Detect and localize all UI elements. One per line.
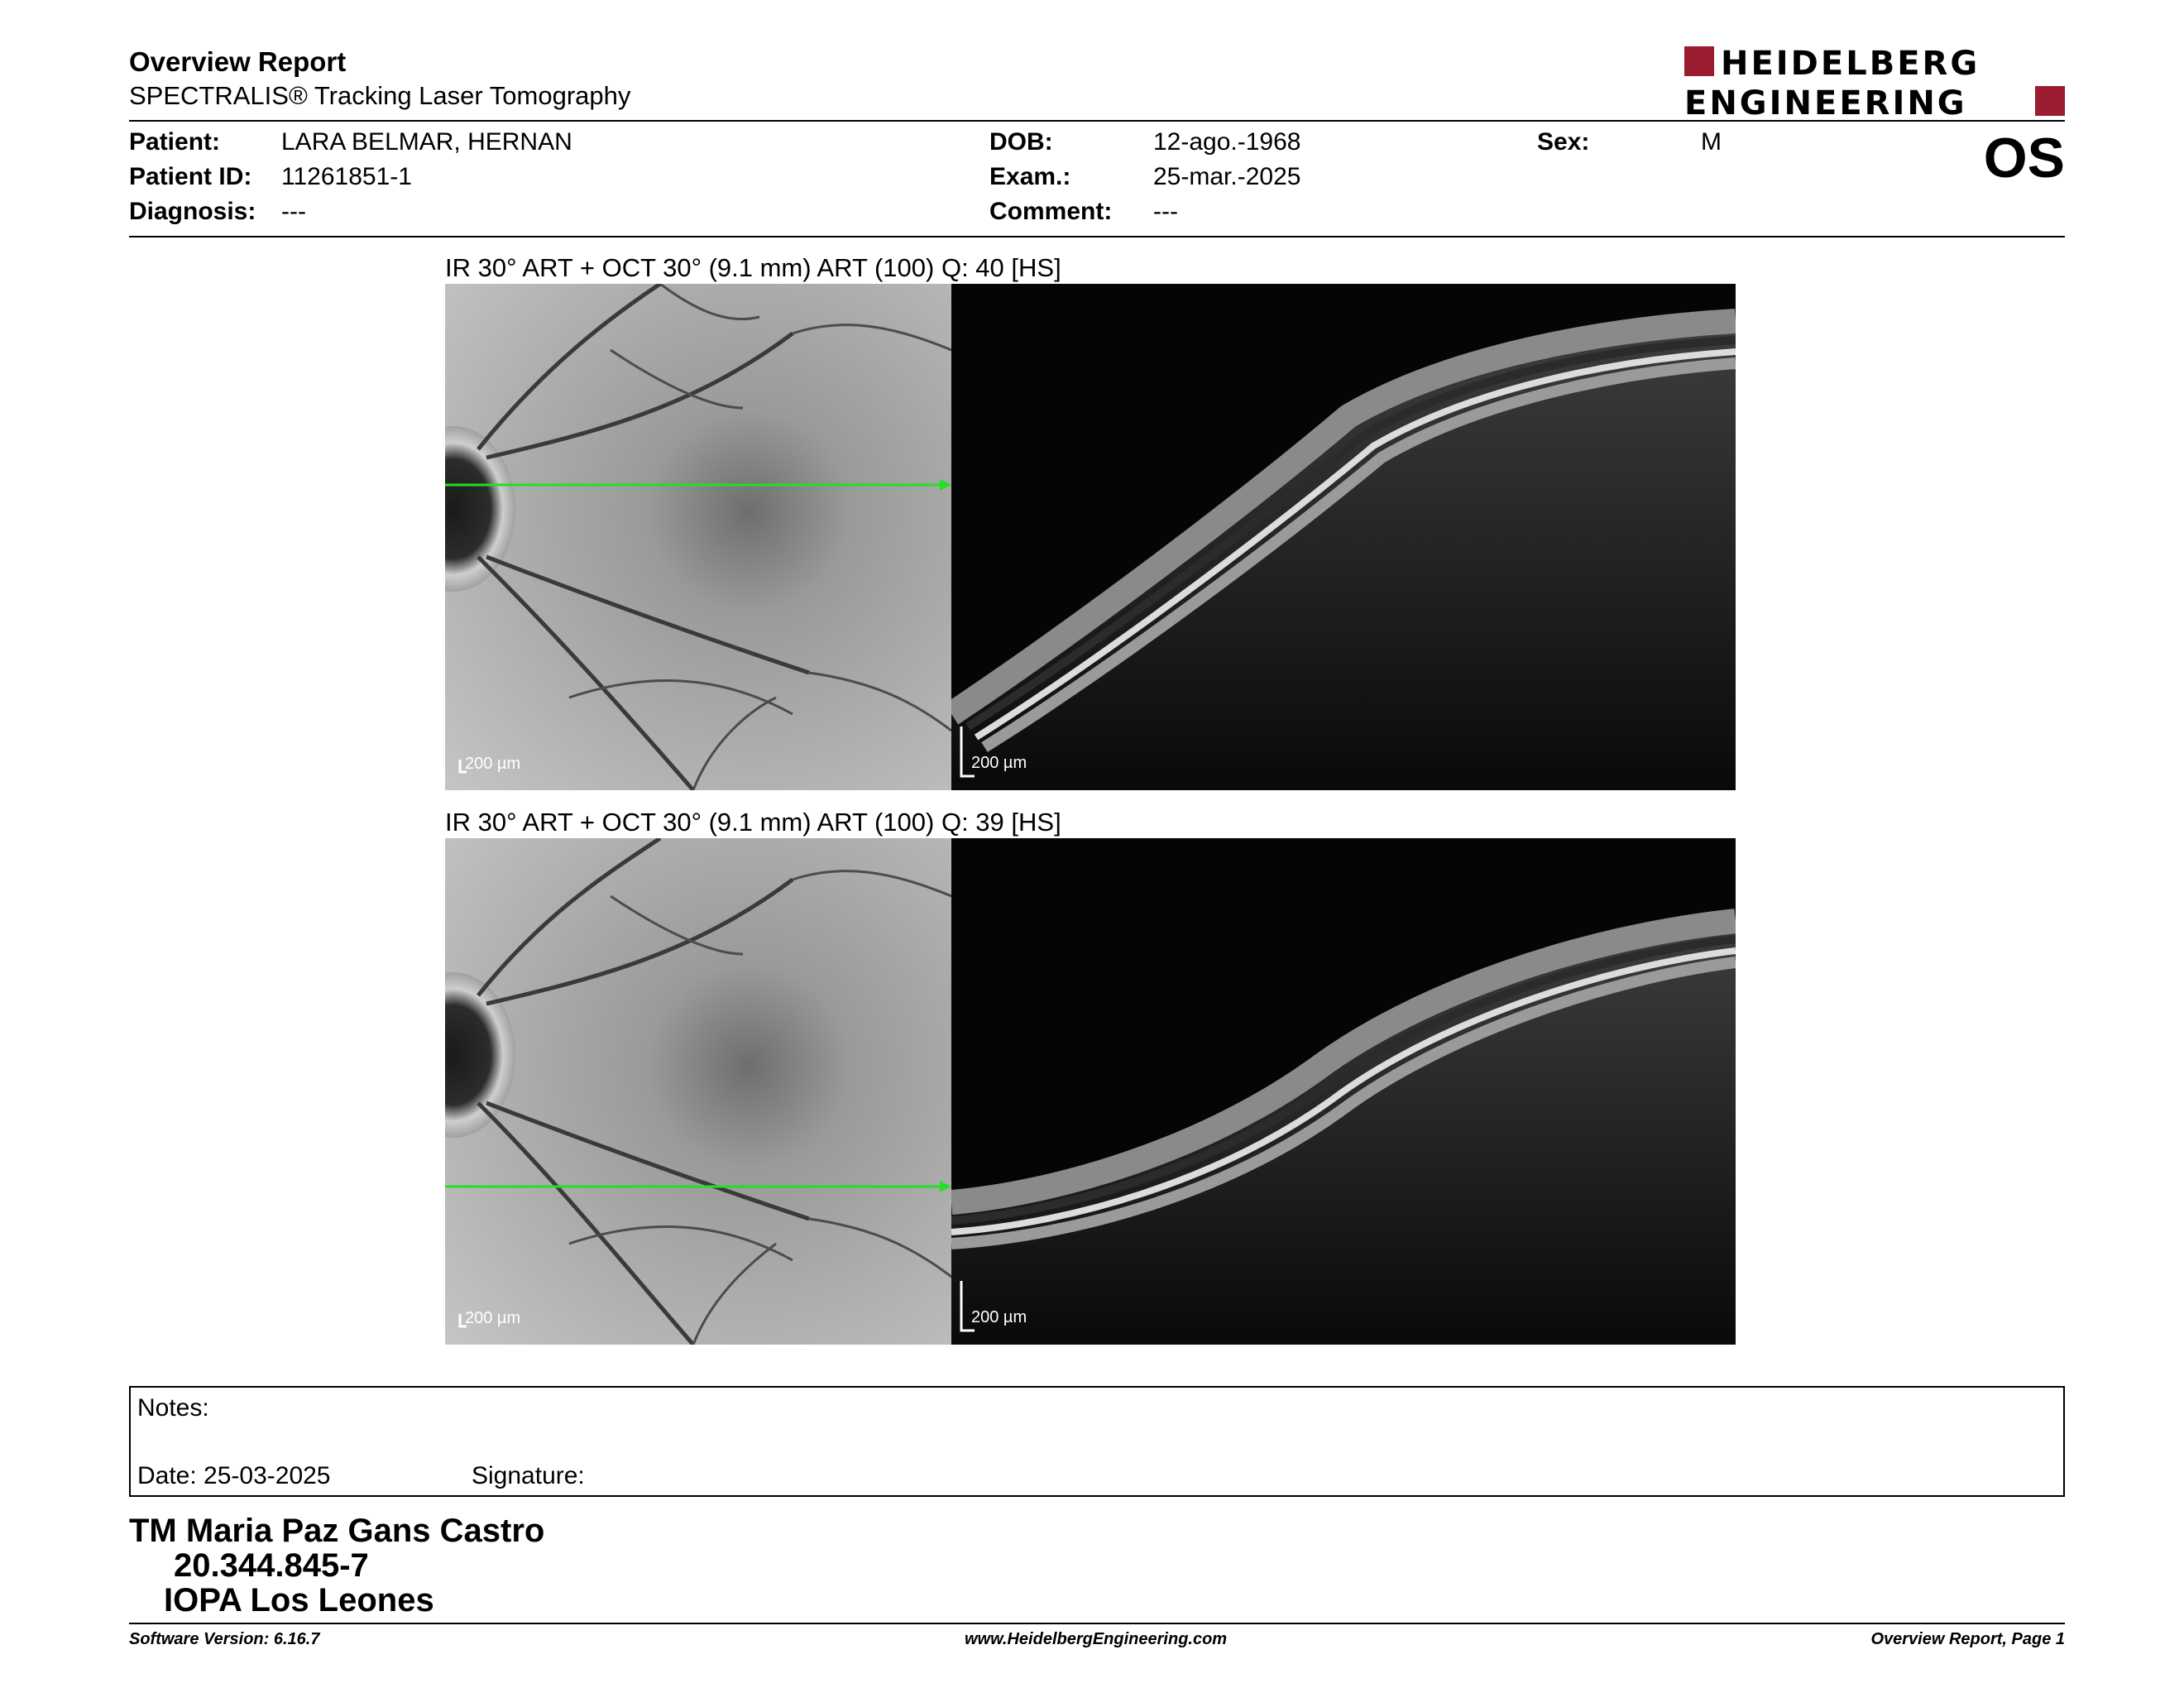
ir-fundus-image-1 [445,284,951,790]
sex-label: Sex: [1537,128,1590,156]
footer-page: Overview Report, Page 1 [1870,1630,2065,1648]
footer-divider [129,1623,2065,1624]
signature-label: Signature: [472,1462,585,1489]
stamp-institution: IOPA Los Leones [164,1582,434,1618]
diagnosis-label: Diagnosis: [129,198,256,225]
footer-software-version: Software Version: 6.16.7 [129,1630,320,1648]
diagnosis-value: --- [281,198,306,225]
report-title: Overview Report [129,46,347,77]
stamp-name: TM Maria Paz Gans Castro [129,1513,545,1549]
comment-value: --- [1153,198,1178,225]
oct-bscan-image-1 [951,284,1736,790]
header-divider [129,120,2065,122]
comment-label: Comment: [989,198,1113,225]
ir-scale-2: 200 µm [465,1309,521,1327]
heidelberg-logo [1684,45,2065,119]
report-subtitle: SPECTRALIS® Tracking Laser Tomography [129,81,631,110]
brand-line2: ENGINEERING [1684,84,1967,119]
footer-website: www.HeidelbergEngineering.com [965,1630,1228,1648]
oct-scale-2: 200 µm [971,1308,1027,1326]
patient-id-label: Patient ID: [129,163,252,190]
patient-name: LARA BELMAR, HERNAN [281,128,572,156]
scan-2-title: IR 30° ART + OCT 30° (9.1 mm) ART (100) Q: 39 [HS] [445,808,1061,837]
scan-1-title: IR 30° ART + OCT 30° (9.1 mm) ART (100) Q: 40 [HS] [445,253,1061,282]
brand-line1: HEIDELBERG [1721,45,1980,83]
exam-label: Exam.: [989,163,1071,190]
info-divider [129,236,2065,237]
dob-value: 12-ago.-1968 [1153,128,1301,156]
notes-box [129,1386,2065,1497]
patient-id: 11261851-1 [281,163,412,190]
dob-label: DOB: [989,128,1053,156]
ir-fundus-image-2 [445,838,951,1345]
oct-scale-1: 200 µm [971,754,1027,772]
stamp-rut: 20.344.845-7 [174,1547,369,1584]
oct-bscan-image-2 [951,838,1736,1345]
eye-indicator: OS [1983,127,2065,189]
notes-label: Notes: [137,1394,209,1422]
ir-scale-1: 200 µm [465,755,521,773]
notes-date: Date: 25-03-2025 [137,1462,331,1489]
patient-label: Patient: [129,128,221,156]
exam-value: 25-mar.-2025 [1153,163,1301,190]
sex-value: M [1701,128,1722,156]
